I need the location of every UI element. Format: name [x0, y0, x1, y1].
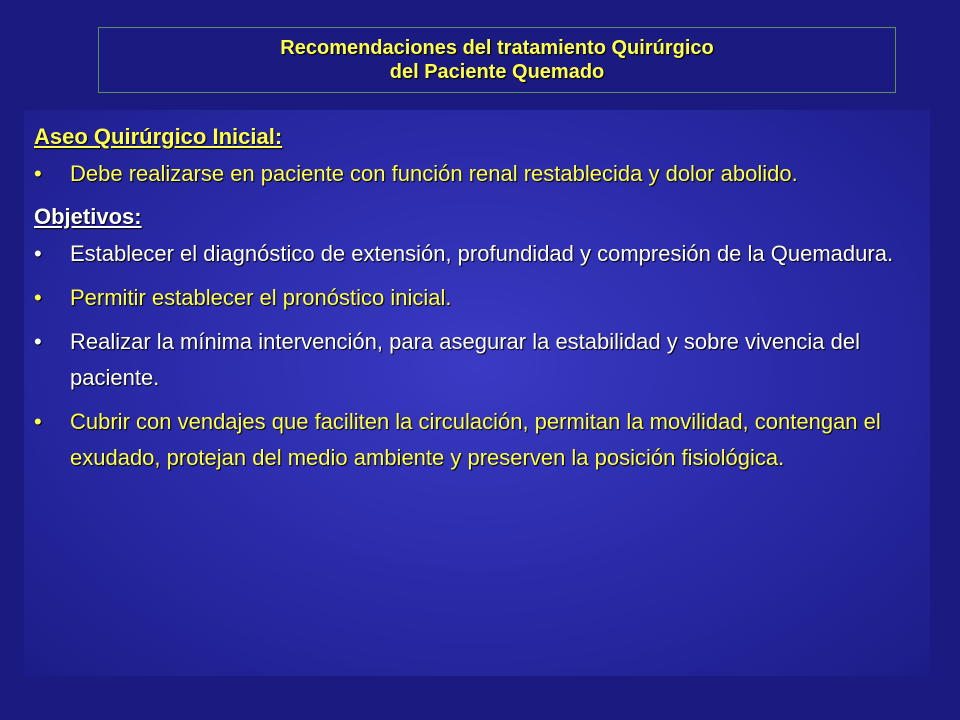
bullet-text: Establecer el diagnóstico de extensión, profundidad y compresión de la Quemadura. [70, 241, 894, 266]
section-heading-aseo: Aseo Quirúrgico Inicial: [34, 124, 283, 149]
bullet-text: Realizar la mínima intervención, para asegurar la estabilidad y sobre vivencia del paciente. [70, 329, 860, 390]
slide-title-box [98, 27, 896, 93]
bullet-item-objetivo-2 [34, 280, 920, 316]
bullet-dot-icon: • [34, 161, 42, 186]
slide-title-line-2: del Paciente Quemado [389, 61, 605, 83]
bullet-dot-icon: • [34, 241, 42, 266]
bullet-text: Permitir establecer el pronóstico inicial. [70, 285, 452, 310]
bullet-item-objetivo-1 [34, 236, 920, 272]
bullet-dot-icon: • [34, 409, 42, 434]
slide-content-panel [24, 110, 930, 676]
bullet-item-aseo-1 [34, 156, 920, 192]
bullet-text: Cubrir con vendajes que faciliten la circulación, permitan la movilidad, contengan el exudado, protejan del medio ambiente y preserven la posición fisiológica. [70, 409, 881, 470]
bullet-item-objetivo-4 [34, 404, 920, 476]
section-heading-objetivos: Objetivos: [34, 204, 142, 229]
bullet-text: Debe realizarse en paciente con función renal restablecida y dolor abolido. [70, 161, 798, 186]
bullet-item-objetivo-3 [34, 324, 920, 396]
bullet-dot-icon: • [34, 285, 42, 310]
bullet-dot-icon: • [34, 329, 42, 354]
slide-title-line-1: Recomendaciones del tratamiento Quirúrgico [280, 37, 714, 59]
